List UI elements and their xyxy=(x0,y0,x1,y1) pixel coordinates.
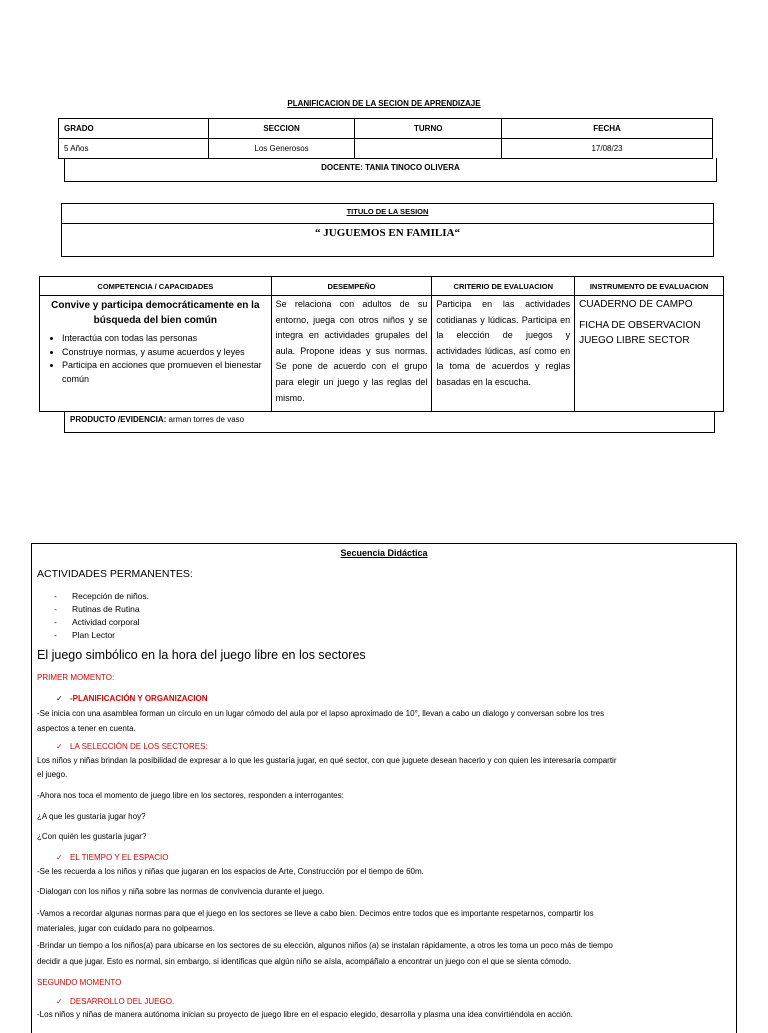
segundo-momento: SEGUNDO MOMENTO xyxy=(37,978,122,987)
check-icon: ✓ xyxy=(56,997,63,1006)
header-competencia: COMPETENCIA / CAPACIDADES xyxy=(40,277,272,296)
check-icon: ✓ xyxy=(56,694,63,703)
page-title: PLANIFICACION DE LA SECION DE APRENDIZAJE xyxy=(287,99,481,108)
pregunta-2: ¿Con quién les gustaría jugar? xyxy=(37,832,147,841)
secuencia-box xyxy=(31,543,737,1033)
ahora-text: -Ahora nos toca el momento de juego libre en los sectores, responden a interrogantes: xyxy=(37,791,344,800)
criterio-text: Participa en las actividades cotidianas y lúdicas. Participa en la elección de juegos y actividades lúdicas, así como en la toma de acuerdos y reglas basadas en la escucha. xyxy=(436,299,571,387)
tiempo-text: -Se les recuerda a los niños y niñas que jugaran en los espacios de Arte, Construcción por el tiempo de 60m. xyxy=(37,867,424,876)
instrumento-2: FICHA DE OBSERVACION JUEGO LIBRE SECTOR xyxy=(579,320,701,346)
list-item: - Plan Lector xyxy=(52,629,149,642)
producto-row xyxy=(64,411,715,433)
competencia-table xyxy=(39,276,724,412)
list-item: • Interactúa con todas las personas xyxy=(62,332,267,346)
desempeno-text: Se relaciona con adultos de su entorno, juega con otros niños y se integra en actividades grupales del aula. Propone ideas y sus normas. Se pone de acuerdo con el grupo para elegir un juego y las reglas del mismo. xyxy=(275,299,428,403)
secuencia-title: Secuencia Didáctica xyxy=(340,548,428,558)
primer-momento: PRIMER MOMENTO: xyxy=(37,673,115,682)
grado-value: 5 Años xyxy=(59,139,209,159)
col-seccion: SECCION xyxy=(208,119,355,139)
header-instrumento: INSTRUMENTO DE EVALUACION xyxy=(575,277,724,296)
header-criterio: CRITERIO DE EVALUACION xyxy=(432,277,575,296)
planificacion-text-2: aspectos a tener en cuenta. xyxy=(37,724,136,733)
dialogan-text: -Dialogan con los niños y niña sobre las normas de convivencia durante el juego. xyxy=(37,887,325,896)
actividades-heading: ACTIVIDADES PERMANENTES: xyxy=(37,568,193,580)
col-fecha: FECHA xyxy=(502,119,713,139)
instrumento-1: CUADERNO DE CAMPO xyxy=(579,299,693,310)
vamos-text-2: materiales, jugar con cuidado para no golpearnos. xyxy=(37,924,215,933)
tiempo-heading: EL TIEMPO Y EL ESPACIO xyxy=(70,853,169,862)
list-item: - Rutinas de Rutina xyxy=(52,603,149,616)
session-title-box xyxy=(61,203,714,257)
col-turno: TURNO xyxy=(355,119,502,139)
pregunta-1: ¿A que les gustaría jugar hoy? xyxy=(37,812,146,821)
producto-value: arman torres de vaso xyxy=(166,415,245,424)
list-item: - Recepción de niños. xyxy=(52,590,149,603)
secuencia-subtitle: El juego simbólico en la hora del juego libre en los sectores xyxy=(37,648,366,662)
planificacion-row xyxy=(56,691,731,707)
check-icon: ✓ xyxy=(56,853,63,862)
check-icon: ✓ xyxy=(56,742,63,751)
seleccion-text-1: Los niños y niñas brindan la posibilidad de expresar a lo que les gustaría jugar, en qué sector, con que juguete desean hacerlo y con quien les interesaría compartir xyxy=(37,756,617,765)
list-item: • Participa en acciones que promueven el bienestar común xyxy=(62,359,267,386)
list-item: - Actividad corporal xyxy=(52,616,149,629)
docente-row: DOCENTE: TANIA TINOCO OLIVERA xyxy=(64,158,717,182)
turno-value xyxy=(355,139,502,159)
planificacion-heading: -PLANIFICACIÓN Y ORGANIZACION xyxy=(70,694,208,703)
actividades-list xyxy=(52,590,149,642)
seccion-value: Los Generosos xyxy=(208,139,355,159)
fecha-value: 17/08/23 xyxy=(502,139,713,159)
seleccion-heading: LA SELECCIÓN DE LOS SECTORES: xyxy=(70,742,208,751)
info-table xyxy=(58,118,713,159)
producto-label: PRODUCTO /EVIDENCIA: xyxy=(70,415,167,424)
list-item: • Construye normas, y asume acuerdos y leyes xyxy=(62,346,267,360)
desempeno-cell xyxy=(271,296,432,412)
instrumento-cell xyxy=(575,296,724,412)
planificacion-text-1: -Se inicia con una asamblea forman un círculo en un lugar cómodo del aula por el lapso aproximado de 10°, llevan a cabo un dialogo y conversan sobre los tres xyxy=(37,709,605,718)
competencia-title: Convive y participa democráticamente en la búsqueda del bien común xyxy=(51,300,260,326)
criterio-cell xyxy=(432,296,575,412)
session-title: “ JUGUEMOS EN FAMILIA“ xyxy=(315,227,460,239)
desarrollo-text: -Los niños y niñas de manera autónoma inician su proyecto de juego libre en el espacio elegido, desarrolla y plasma una idea convirtiéndola en acción. xyxy=(37,1010,573,1019)
brindar-text-2: decidir a que jugar. Esto es normal, sin embargo, si identificas que algún niño se aísla, acompáñalo a encontrar un juego con el que se sienta cómodo. xyxy=(37,957,572,966)
capacidades-list xyxy=(40,332,271,386)
session-title-heading: TITULO DE LA SESION xyxy=(62,204,713,224)
seleccion-text-2: el juego. xyxy=(37,770,68,779)
desarrollo-heading: DESARROLLO DEL JUEGO. xyxy=(70,997,175,1006)
vamos-text-1: -Vamos a recordar algunas normas para que el juego en los sectores se lleve a cabo bien. Decimos entre todos que es importante respetarnos, compartir los xyxy=(37,909,594,918)
col-grado: GRADO xyxy=(59,119,209,139)
brindar-text-1: -Brindar un tiempo a los niños(a) para ubicarse en los sectores de su elección, algunos niños (a) se instalan rápidamente, a otros les toma un poco más de tiempo xyxy=(37,941,613,950)
competencia-cell xyxy=(40,296,272,412)
header-desempeno: DESEMPEÑO xyxy=(271,277,432,296)
